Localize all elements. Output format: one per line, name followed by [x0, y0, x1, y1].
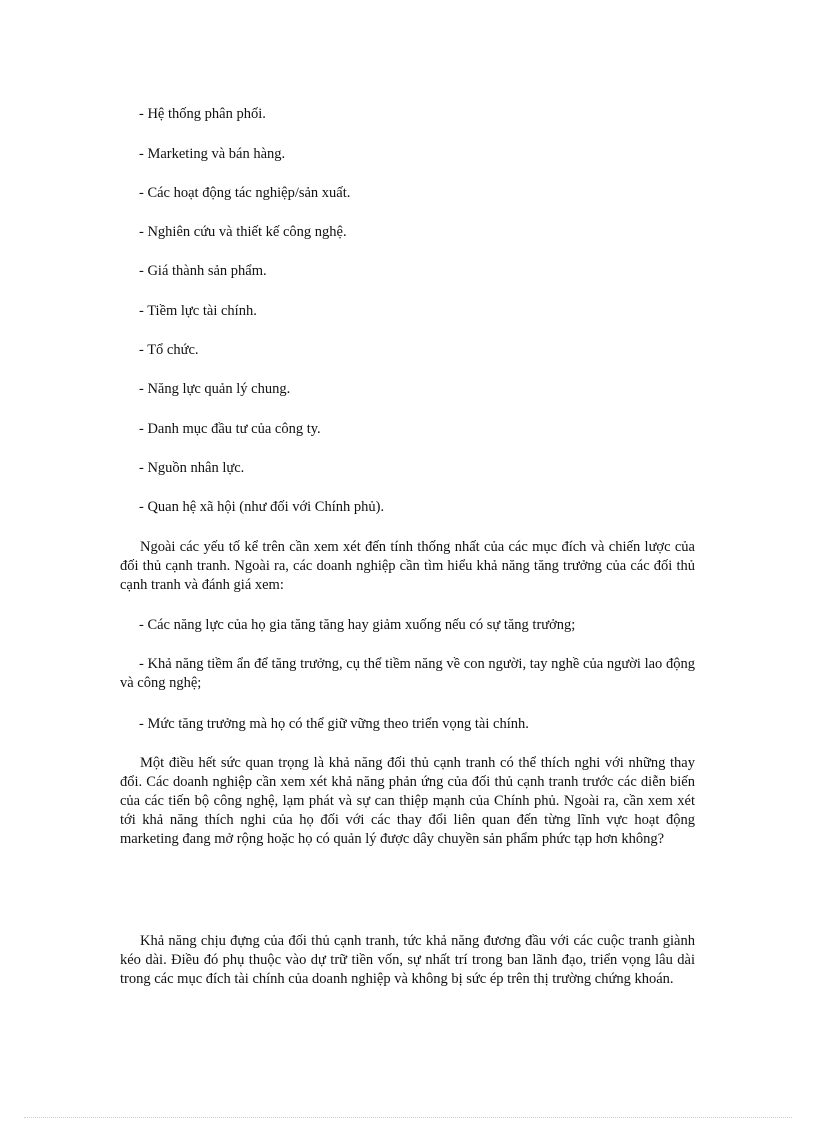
list-item: - Quan hệ xã hội (như đối với Chính phủ).	[139, 499, 385, 515]
paragraph-competitor-goals: Ngoài các yếu tố kể trên cần xem xét đến tính thống nhất của các mục đích và chiến lược của đối thủ cạnh tranh. Ngoài ra, các doanh nghiệp cần tìm hiểu khả năng tăng trưởng của các đối thủ cạnh tranh và đánh giá xem:	[120, 539, 695, 593]
sub-list-item: - Mức tăng trưởng mà họ có thể giữ vững theo triển vọng tài chính.	[139, 716, 529, 732]
list-item: - Nghiên cứu và thiết kế công nghệ.	[139, 224, 347, 240]
list-item: - Các hoạt động tác nghiệp/sản xuất.	[139, 185, 351, 201]
list-item: - Giá thành sản phẩm.	[139, 263, 267, 279]
paragraph-adaptability: Một điều hết sức quan trọng là khả năng đối thủ cạnh tranh có thể thích nghi với những thay đổi. Các doanh nghiệp cần xem xét khả năng phản ứng của đối thủ cạnh tranh trước các diễn biến của các tiến bộ công nghệ, lạm phát và sự can thiệp mạnh của Chính phủ. Ngoài ra, cần xem xét tới khả năng thích nghi của họ đối với các thay đổi liên quan đến từng lĩnh vực hoạt động marketing đang mở rộng hoặc họ có quản lý được dây chuyền sản phẩm phức tạp hơn không?	[120, 755, 695, 847]
paragraph-endurance: Khả năng chịu đựng của đối thủ cạnh tranh, tức khả năng đương đầu với các cuộc tranh giành kéo dài. Điều đó phụ thuộc vào dự trữ tiền vốn, sự nhất trí trong ban lãnh đạo, triển vọng lâu dài trong các mục đích tài chính của doanh nghiệp và không bị sức ép trên thị trường chứng khoán.	[120, 933, 695, 987]
list-item: - Năng lực quản lý chung.	[139, 381, 291, 397]
list-item: - Nguồn nhân lực.	[139, 460, 245, 476]
list-item: - Tiềm lực tài chính.	[139, 303, 257, 319]
sub-list-item: - Khả năng tiềm ẩn để tăng trưởng, cụ thể tiềm năng về con người, tay nghề của người lao động và công nghệ;	[120, 656, 695, 691]
list-item: - Danh mục đầu tư của công ty.	[139, 421, 321, 437]
list-item: - Marketing và bán hàng.	[139, 146, 286, 162]
list-item: - Tổ chức.	[139, 342, 199, 358]
page-bottom-divider	[24, 1117, 792, 1118]
sub-list-item: - Các năng lực của họ gia tăng tăng hay giảm xuống nếu có sự tăng trưởng;	[139, 617, 576, 633]
list-item: - Hệ thống phân phối.	[139, 106, 266, 122]
